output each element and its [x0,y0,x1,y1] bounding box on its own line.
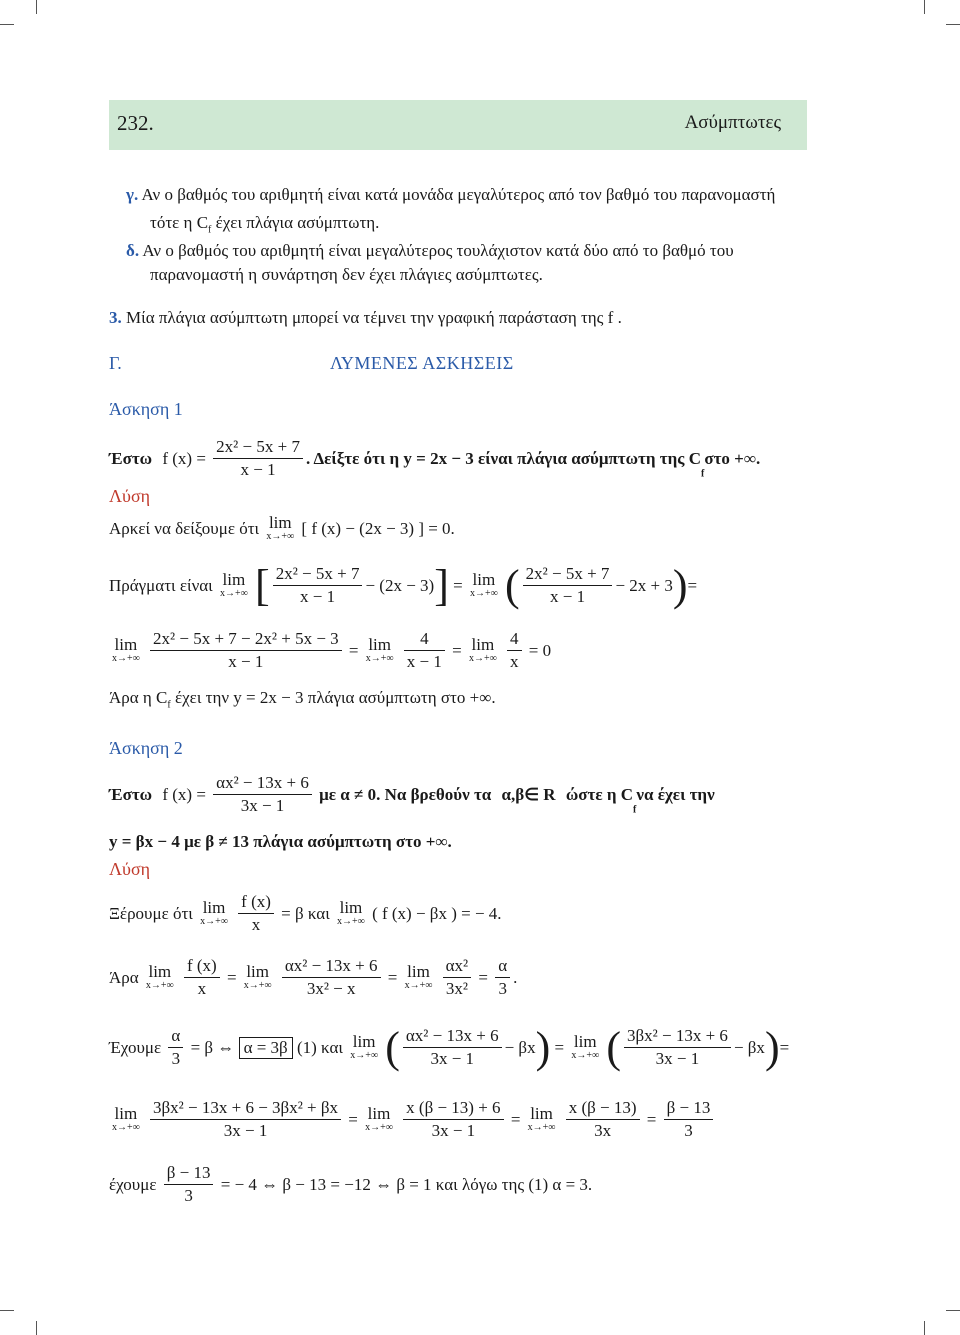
fraction: $\frac{x (\beta - 13)}{3x}$ [566,1097,640,1142]
crop-mark [36,0,37,14]
note-g-line2: τότε η $C_f$ έχει πλάγια ασύμπτωτη. [150,213,380,236]
exercise-2-line-1: Ξέρουμε ότι lim x→+∞ $\frac{f (x)}{x}$ = β και lim x→+∞ ( f (x) − βx ) = − 4. [109,892,502,934]
limit-operator: lim x→+∞ [350,1031,378,1061]
exercise-2-line-5: έχουμε $\frac{\beta - 13}{3}$ = − 4 ⇔ β − 13 = −12 ⇔ β = 1 και λόγω της (1) α = 3. [109,1163,593,1205]
fraction: $\frac{\text{αx²}}{\text{3x²}}$ [443,955,472,1000]
fraction: $\frac{\text{2x² − 5x + 7 − 2x² + 5x − 3}}{x - 1}$ [150,628,342,673]
fraction: $\frac{\text{αx² − 13x + 6}}{3x - 1}$ [213,772,312,817]
fraction: $\frac{\text{3βx² − 13x + 6 − 3βx² + βx}}{3x - 1}$ [150,1097,341,1142]
fraction: $\frac{f (x)}{x}$ [238,891,274,936]
fraction: $\frac{\beta - 13}{3}$ [164,1162,214,1207]
crop-mark [924,0,925,14]
fraction: $\frac{\text{3βx² − 13x + 6}}{3x - 1}$ [624,1025,731,1070]
limit-operator: lim x→+∞ [112,634,140,664]
note-g: γ. Αν ο βαθμός του αριθμητή είναι κατά μονάδα μεγαλύτερος από τον βαθμό του παρανομαστή [126,185,776,204]
limit-operator: lim x→+∞ [337,897,365,927]
exercise-1-line-3: lim x→+∞ $\frac{\text{2x² − 5x + 7 − 2x² + 5x − 3}}{x - 1}$ = lim x→+∞ $\frac{4}{x - 1}$ = lim x→+∞ $\frac{4}{x}$ = 0 [112,629,552,671]
fraction: $\frac{f (x)}{x}$ [184,955,220,1000]
fraction: $\frac{\text{αx² − 13x + 6}}{3x - 1}$ [403,1025,502,1070]
section-letter: Γ. [109,353,122,373]
limit-operator: lim x→+∞ [404,961,433,991]
exercise-1-solution-label: Λύση [109,486,151,506]
exercise-2-line-4: lim x→+∞ $\frac{\text{3βx² − 13x + 6 − 3βx² + βx}}{3x - 1}$ = lim x→+∞ $\frac{x (\beta - 13) + 6}{3x - 1}$ = lim x→+∞ $\frac{x (\beta - 13)}{3x}$ = $\frac{\beta - 13}{3}$ [109,1097,716,1142]
limit-operator: lim x→+∞ [571,1031,600,1061]
exercise-1-title: Άσκηση 1 [109,399,183,419]
exercise-2-statement-line-2: y = βx − 4 με β ≠ 13 πλάγια ασύμπτωτη στο +∞. [109,832,452,851]
fraction: $\frac{4}{x - 1}$ [404,628,445,673]
page-number: 232. [117,111,154,135]
fraction: $\frac{\text{2x² − 5x + 7}}{x - 1}$ [273,563,363,608]
limit-operator: lim x→+∞ [145,961,174,991]
limit-operator: lim x→+∞ [527,1103,556,1133]
crop-mark [0,24,14,25]
note-d: δ. Αν ο βαθμός του αριθμητή είναι μεγαλύτερος τουλάχιστον κατά δύο από το βαθμό του [126,241,734,260]
fraction: $\frac{\text{αx² − 13x + 6}}{\text{3x² − x}}$ [282,955,381,1000]
crop-mark [924,1321,925,1335]
limit-operator: lim x→+∞ [220,569,248,599]
crop-mark [946,1310,960,1311]
limit-operator: lim x→+∞ [468,634,497,664]
exercise-2-title: Άσκηση 2 [109,738,183,758]
exercise-1-line-2: Πράγματι είναι lim x→+∞ [ $\frac{\text{2x² − 5x + 7}}{x - 1}$ − (2x − 3)] = lim x→+∞ ( $\frac{\text{2x² − 5x + 7}}{x - 1}$ − 2x + 3)= [109,560,698,610]
section-title: ΛΥΜΕΝΕΣ ΑΣΚΗΣΕΙΣ [330,353,514,373]
note-3: 3. Μία πλάγια ασύμπτωτη μπορεί να τέμνει την γραφική παράσταση της f . [109,308,622,327]
fraction: $\frac{\beta - 13}{3}$ [664,1097,714,1142]
note-d-line2: παρανομαστή η συνάρτηση δεν έχει πλάγιες ασύμπτωτες. [150,265,543,284]
page-header [109,100,807,150]
limit-operator: lim x→+∞ [112,1103,140,1133]
exercise-2-line-2: Άρα lim x→+∞ $\frac{f (x)}{x}$ = lim x→+∞ $\frac{\text{αx² − 13x + 6}}{\text{3x² − x}}$ = lim x→+∞ $\frac{\text{αx²}}{\text{3x²}}$ = $\frac{\alpha}{3}$ . [109,956,518,998]
fraction: $\frac{\alpha}{3}$ [168,1025,183,1070]
limit-operator: lim x→+∞ [365,1103,393,1133]
exercise-1-statement: Έστω f (x) = $\frac{\text{2x² − 5x + 7}}{x - 1}$ . Δείξτε ότι η y = 2x − 3 είναι πλάγια ασύμπτωτη της $C_f\sigma\tau o$ +∞. [109,437,761,480]
limit-operator: lim x→+∞ [243,961,272,991]
boxed-relation: α = 3β [239,1037,293,1059]
crop-mark [946,24,960,25]
exercise-2-solution-label: Λύση [109,859,151,879]
fraction: $\frac{\alpha}{3}$ [495,955,510,1000]
limit-operator: lim x→+∞ [365,634,394,664]
limit-operator: lim x→+∞ [200,897,228,927]
fraction: $\frac{\text{2x² − 5x + 7}}{x - 1}$ [213,436,303,481]
exercise-2-statement: Έστω f (x) = $\frac{\text{αx² − 13x + 6}}{3x - 1}$ με α ≠ 0. Να βρεθούν τα α,β∈ R ώστε η $C_f\nu\alpha$ έχει την [109,773,715,816]
exercise-1-conclusion: Άρα η $C_f$ έχει την y = 2x − 3 πλάγια ασύμπτωτη στο +∞. [109,688,496,711]
chapter-title: Ασύμπτωτες [684,112,781,133]
crop-mark [36,1321,37,1335]
fraction: $\frac{\text{2x² − 5x + 7}}{x - 1}$ [523,563,613,608]
crop-mark [0,1310,14,1311]
exercise-1-line-1: Αρκεί να δείξουμε ότι lim x→+∞ [ f (x) − (2x − 3) ] = 0. [109,513,455,542]
exercise-2-line-3: Έχουμε $\frac{\alpha}{3}$ = β ⇔ α = 3β (1) και lim x→+∞ ( $\frac{\text{αx² − 13x + 6}}{3x - 1}$ − βx) = lim x→+∞ ( $\frac{\text{3βx² − 13x + 6}}{3x - 1}$ − βx)= [109,1022,790,1072]
limit-operator: lim x→+∞ [469,569,498,599]
limit-operator: lim x→+∞ [266,513,295,542]
fraction: $\frac{x (\beta - 13) + 6}{3x - 1}$ [403,1097,503,1142]
fraction: $\frac{4}{x}$ [507,628,522,673]
